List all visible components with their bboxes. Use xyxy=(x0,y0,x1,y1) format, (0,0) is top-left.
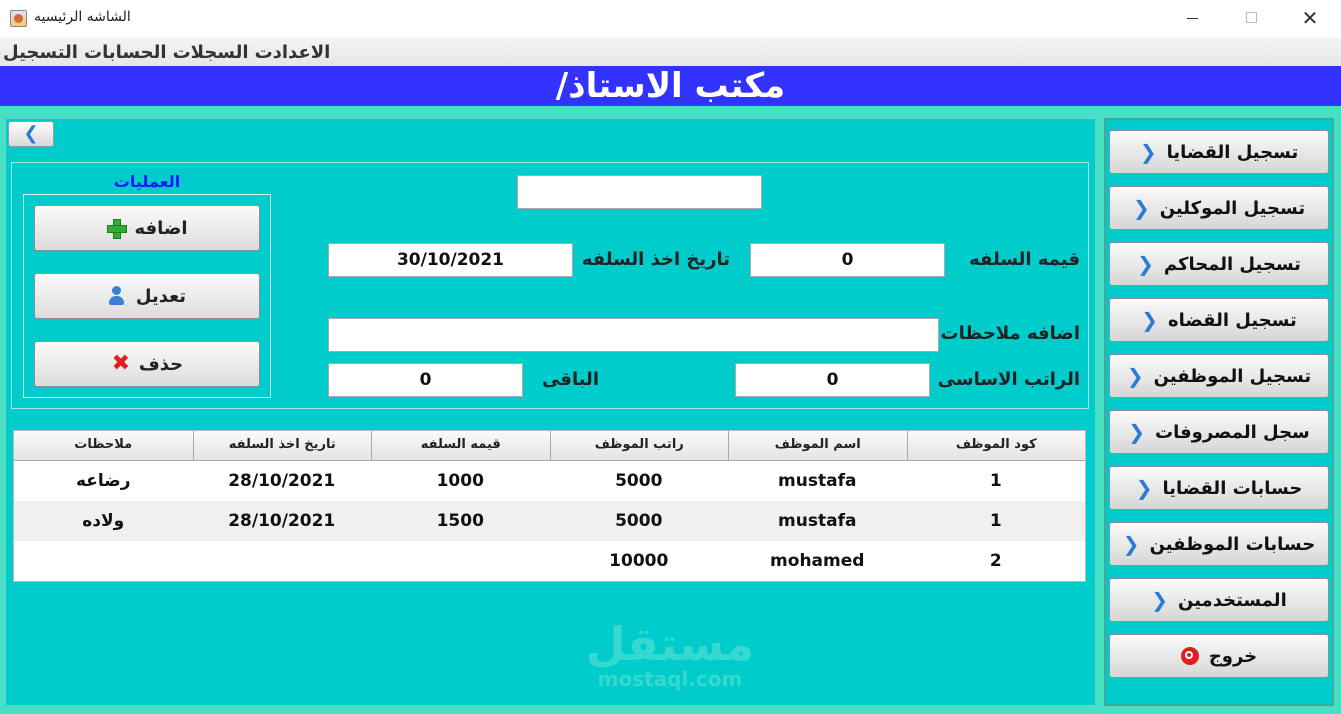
edit-button-label: تعديل xyxy=(135,285,187,307)
sidebar-item[interactable] xyxy=(1109,242,1329,286)
column-header[interactable]: كود الموظف xyxy=(907,431,1086,461)
page-title: مكتب الاستاذ/ xyxy=(0,66,1341,106)
column-header[interactable]: ملاحظات xyxy=(74,437,133,452)
add-button-label: اضافه xyxy=(134,217,188,239)
table-cell: 1000 xyxy=(436,471,484,491)
sidebar-item[interactable] xyxy=(1109,578,1329,622)
sidebar-item[interactable] xyxy=(1109,466,1329,510)
user-icon xyxy=(108,286,128,306)
chevron-left-icon: ❮ xyxy=(1141,308,1159,332)
chevron-left-icon: ❮ xyxy=(1132,196,1150,220)
table-cell: 2 xyxy=(989,551,1002,571)
loan-value-label: قيمه السلفه xyxy=(969,249,1080,270)
sidebar-item[interactable] xyxy=(1109,130,1329,174)
table-row[interactable] xyxy=(14,461,1085,501)
watermark xyxy=(580,617,760,691)
column-header[interactable]: راتب الموظف xyxy=(550,431,729,461)
table-cell: 1 xyxy=(989,471,1002,491)
title-bar xyxy=(0,0,1341,38)
table-row[interactable] xyxy=(14,501,1085,541)
chevron-left-icon: ❮ xyxy=(1139,140,1157,164)
sidebar-item-label: المستخدمين xyxy=(1178,589,1287,611)
table-cell: mustafa xyxy=(778,511,857,531)
sidebar-item-label: سجل المصروفات xyxy=(1155,421,1310,443)
sidebar-item-label: تسجيل القضايا xyxy=(1166,141,1299,163)
sidebar-item[interactable] xyxy=(1109,354,1329,398)
loan-value-field[interactable]: 0 xyxy=(750,243,945,277)
chevron-left-icon: ❮ xyxy=(1122,532,1140,556)
app-icon xyxy=(10,10,27,27)
chevron-left-icon: ❮ xyxy=(1151,588,1169,612)
minimize-icon xyxy=(1187,18,1198,19)
table-cell: mustafa xyxy=(778,471,857,491)
loan-date-label: تاريخ اخذ السلفه xyxy=(581,249,730,270)
chevron-left-icon: ❮ xyxy=(1126,364,1144,388)
table-header xyxy=(14,431,1085,461)
sidebar-item-label: حسابات القضايا xyxy=(1162,477,1303,499)
sidebar-item-label: تسجيل الموظفين xyxy=(1153,365,1312,387)
close-button[interactable] xyxy=(1287,0,1333,36)
sidebar-item-label: تسجيل المحاكم xyxy=(1163,253,1301,275)
window-title: الشاشه الرئيسيه xyxy=(34,9,131,25)
table-cell xyxy=(14,541,193,581)
loans-table xyxy=(13,430,1086,582)
menu-item[interactable]: التسجيل xyxy=(3,41,78,63)
x-icon: ✖ xyxy=(111,351,131,376)
delete-button-label: حذف xyxy=(138,353,184,375)
loan-date-field[interactable]: 30/10/2021 xyxy=(328,243,573,277)
minimize-button[interactable] xyxy=(1169,0,1215,36)
exit-button-label: خروج xyxy=(1208,645,1258,667)
operations-title: العمليات xyxy=(113,172,181,191)
table-cell: mohamed xyxy=(770,551,865,571)
table-cell: 10000 xyxy=(609,551,669,571)
menu-item[interactable]: الاعدادت xyxy=(254,41,331,63)
table-cell: ولاده xyxy=(82,511,125,531)
table-cell: 5000 xyxy=(615,471,663,491)
menu-item[interactable]: الحسابات xyxy=(83,41,167,63)
notes-label: اضافه ملاحظات xyxy=(940,323,1080,344)
table-cell: 1500 xyxy=(436,511,484,531)
edit-button[interactable] xyxy=(34,273,260,319)
table-cell xyxy=(371,541,550,581)
table-cell: رضاعه xyxy=(75,471,131,491)
table-row[interactable] xyxy=(14,541,1085,581)
sidebar-item-label: تسجيل الموكلين xyxy=(1159,197,1306,219)
maximize-button[interactable] xyxy=(1228,0,1274,36)
watermark-latin: mostaql.com xyxy=(597,667,743,691)
watermark-arabic: مستقل xyxy=(585,617,755,671)
remaining-field[interactable]: 0 xyxy=(328,363,523,397)
remaining-label: الباقى xyxy=(541,369,599,390)
salary-field[interactable]: 0 xyxy=(735,363,930,397)
sidebar-item-label: حسابات الموظفين xyxy=(1149,533,1316,555)
delete-button[interactable] xyxy=(34,341,260,387)
plus-icon xyxy=(106,218,126,238)
table-cell: 5000 xyxy=(615,511,663,531)
power-icon xyxy=(1181,647,1199,665)
notes-field[interactable] xyxy=(328,318,939,352)
table-cell: 1 xyxy=(989,511,1002,531)
table-cell xyxy=(193,541,372,581)
salary-label: الراتب الاساسى xyxy=(937,369,1080,390)
sidebar-item[interactable] xyxy=(1109,298,1329,342)
column-header[interactable]: قيمه السلفه xyxy=(371,431,550,461)
chevron-left-icon: ❮ xyxy=(1128,420,1145,444)
column-header[interactable]: تاريخ اخذ السلفه xyxy=(193,431,372,461)
column-header[interactable]: اسم الموظف xyxy=(728,431,907,461)
table-body xyxy=(14,461,1085,581)
sidebar-item-label: تسجيل القضاه xyxy=(1168,309,1297,331)
search-field[interactable] xyxy=(517,175,762,209)
sidebar-item[interactable] xyxy=(1109,186,1329,230)
menu-bar xyxy=(0,38,1341,66)
chevron-left-icon: ❮ xyxy=(1135,476,1153,500)
close-icon: ✕ xyxy=(1301,6,1319,30)
menu-item[interactable]: السجلات xyxy=(172,41,249,63)
sidebar-item[interactable] xyxy=(1109,410,1329,454)
back-button[interactable] xyxy=(8,121,54,147)
chevron-left-icon: ❮ xyxy=(23,123,39,144)
table-cell: 28/10/2021 xyxy=(228,471,336,491)
exit-button[interactable] xyxy=(1109,634,1329,678)
add-button[interactable] xyxy=(34,205,260,251)
table-cell: 28/10/2021 xyxy=(228,511,336,531)
chevron-left-icon: ❮ xyxy=(1137,252,1154,276)
maximize-icon xyxy=(1246,12,1257,23)
sidebar-item[interactable] xyxy=(1109,522,1329,566)
